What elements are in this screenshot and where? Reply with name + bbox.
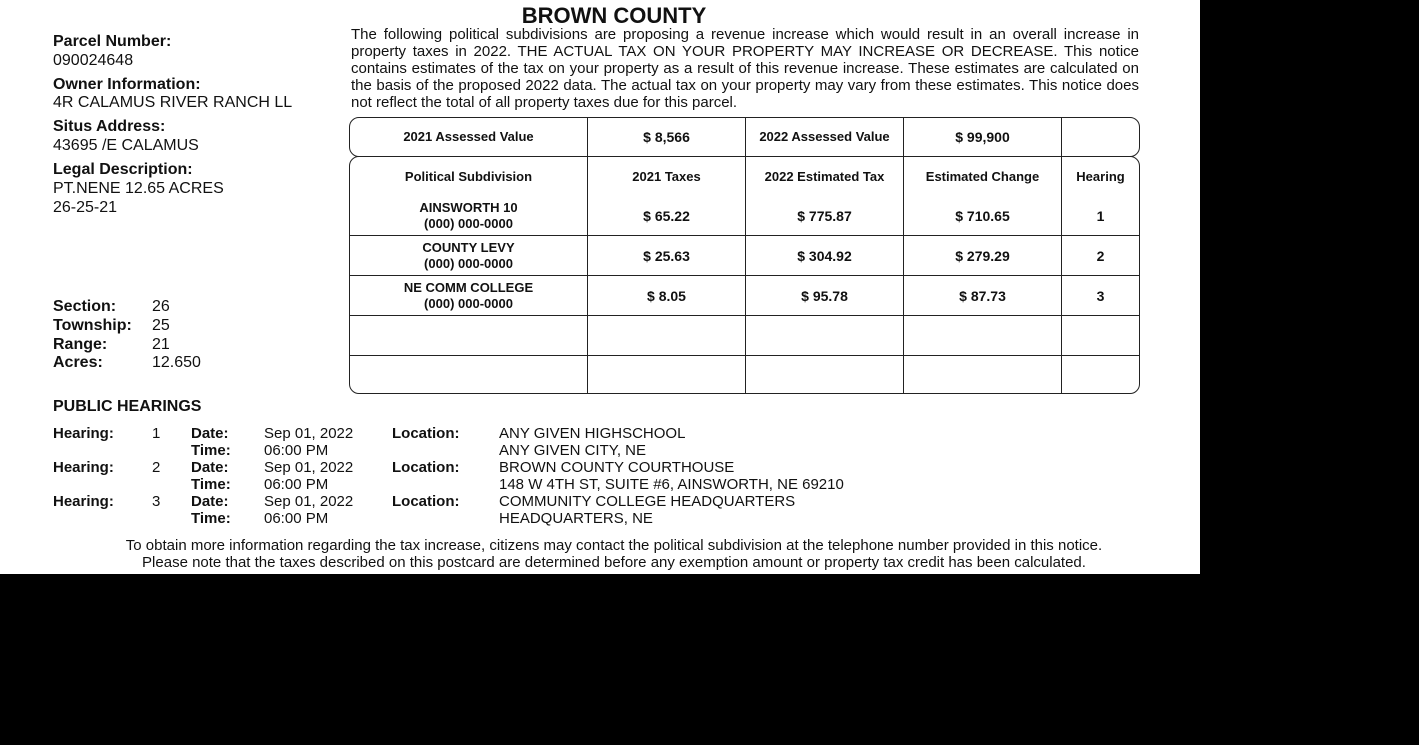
header-2022-estimated-tax: 2022 Estimated Tax: [745, 157, 903, 196]
date-label: Date:: [191, 493, 229, 510]
table-row: [350, 355, 1139, 394]
parcel-number-value: 090024648: [53, 52, 134, 69]
township-label: Township:: [53, 317, 132, 334]
taxes-2021-cell: [587, 316, 745, 355]
estimated-change-cell-text: $ 87.73: [959, 287, 1006, 304]
hearing-number-cell-text: 2: [1096, 247, 1105, 264]
estimated-2022-cell-text: $ 304.92: [797, 247, 852, 264]
section-label: Section:: [53, 298, 117, 315]
date-label: Date:: [191, 459, 229, 476]
county-title: BROWN COUNTY: [521, 3, 707, 28]
range-label: Range:: [53, 336, 108, 353]
public-hearings-heading: PUBLIC HEARINGS: [53, 398, 202, 415]
assessed-value-box: [349, 117, 1140, 157]
assessed-2021-value: $ 8,566: [643, 129, 690, 145]
section-value: 26: [152, 298, 170, 315]
subdivision-phone: (000) 000-0000: [424, 215, 513, 231]
hearing-number-cell: [1061, 196, 1139, 235]
situs-value: 43695 /E CALAMUS: [53, 137, 199, 154]
empty-cell: [350, 356, 587, 394]
estimated-change-cell: [903, 196, 1061, 235]
owner-label: Owner Information:: [53, 76, 201, 93]
estimated-2022-cell: [745, 196, 903, 235]
hearing-number: 2: [152, 459, 161, 476]
acres-value: 12.650: [152, 354, 201, 371]
legal-label: Legal Description:: [53, 161, 193, 178]
empty-cell: [350, 316, 587, 355]
location-label: Location:: [392, 493, 460, 510]
estimated-2022-cell: [745, 236, 903, 275]
location-line-2: 148 W 4TH ST, SUITE #6, AINSWORTH, NE 69210: [499, 476, 844, 493]
hearing-date: Sep 01, 2022: [264, 425, 354, 442]
footer-line-1: To obtain more information regarding the tax increase, citizens may contact the political subdivision at the telephone number provided in this notice.: [125, 537, 1103, 554]
estimated-2022-cell: [745, 316, 903, 355]
subdivision-name: COUNTY LEVY: [422, 239, 515, 255]
estimated-2022-cell-text: $ 95.78: [801, 287, 848, 304]
estimated-2022-cell: [745, 276, 903, 315]
range-value: 21: [152, 336, 170, 353]
hearing-number-cell: [1061, 236, 1139, 275]
assessed-2021-label: 2021 Assessed Value: [403, 129, 534, 144]
subdivision-cell: [350, 236, 587, 275]
hearing-number-cell: [1061, 356, 1139, 394]
header-estimated-change: Estimated Change: [903, 157, 1061, 196]
parcel-number-label: Parcel Number:: [53, 33, 172, 50]
taxes-2021-cell: [587, 276, 745, 315]
hearing-date: Sep 01, 2022: [264, 493, 354, 510]
location-line-1: ANY GIVEN HIGHSCHOOL: [499, 425, 686, 442]
location-line-1: BROWN COUNTY COURTHOUSE: [499, 459, 735, 476]
acres-label: Acres:: [53, 354, 103, 371]
taxes-2021-cell: [587, 196, 745, 235]
estimated-change-cell: [903, 236, 1061, 275]
header-hearing: Hearing: [1061, 157, 1139, 196]
table-row: [350, 196, 1139, 235]
taxes-2021-cell: [587, 356, 745, 394]
hearing-label: Hearing:: [53, 425, 114, 442]
subdivision-phone: (000) 000-0000: [424, 295, 513, 311]
date-label: Date:: [191, 425, 229, 442]
hearing-number-cell: [1061, 276, 1139, 315]
subdivision-cell: [350, 276, 587, 315]
time-label: Time:: [191, 442, 231, 459]
situs-label: Situs Address:: [53, 118, 166, 135]
table-row: [350, 235, 1139, 275]
hearing-label: Hearing:: [53, 459, 114, 476]
hearing-number-cell: [1061, 316, 1139, 355]
taxes-2021-cell: [587, 236, 745, 275]
time-label: Time:: [191, 510, 231, 527]
estimated-change-cell: [903, 276, 1061, 315]
hearing-date: Sep 01, 2022: [264, 459, 354, 476]
estimated-change-cell-text: $ 710.65: [955, 207, 1010, 224]
estimated-change-cell-text: $ 279.29: [955, 247, 1010, 264]
location-line-1: COMMUNITY COLLEGE HEADQUARTERS: [499, 493, 796, 510]
estimated-change-cell: [903, 356, 1061, 394]
intro-paragraph: The following political subdivisions are proposing a revenue increase which would result in an overall increase in property taxes in 2022. THE ACTUAL TAX ON YOUR PROPERTY MAY INCREASE OR DECREASE. This notice contains estimates of the tax on your property as a result of this revenue increase. These estimates are calculated on the basis of the proposed 2022 data. The actual tax on your property may vary from these estimates. This notice does not reflect the total of all property taxes due for this parcel.: [351, 26, 1139, 111]
taxes-2021-cell-text: $ 25.63: [643, 247, 690, 264]
subdivision-phone: (000) 000-0000: [424, 255, 513, 271]
hearing-number: 1: [152, 425, 161, 442]
hearing-number-cell-text: 3: [1096, 287, 1105, 304]
footer-line-2: Please note that the taxes described on this postcard are determined before any exemption amount or property tax credit has been calculated.: [142, 554, 1086, 571]
subdivision-name: NE COMM COLLEGE: [403, 279, 534, 295]
location-line-2: ANY GIVEN CITY, NE: [499, 442, 646, 459]
township-value: 25: [152, 317, 170, 334]
taxes-2021-cell-text: $ 8.05: [647, 287, 686, 304]
hearing-number: 3: [152, 493, 161, 510]
taxes-2021-cell-text: $ 65.22: [643, 207, 690, 224]
empty-cell: [1061, 118, 1139, 156]
header-political-subdivision: Political Subdivision: [404, 168, 533, 184]
estimated-2022-cell: [745, 356, 903, 394]
header-2021-taxes: 2021 Taxes: [587, 157, 745, 196]
hearing-label: Hearing:: [53, 493, 114, 510]
estimated-2022-cell-text: $ 775.87: [797, 207, 852, 224]
legal-line-2: 26-25-21: [53, 199, 118, 216]
table-row: [350, 315, 1139, 355]
legal-line-1: PT.NENE 12.65 ACRES: [53, 180, 224, 197]
table-row: [350, 275, 1139, 315]
time-label: Time:: [191, 476, 231, 493]
estimated-change-cell: [903, 316, 1061, 355]
hearing-time: 06:00 PM: [264, 442, 329, 459]
table-header-row: [350, 157, 1139, 196]
location-label: Location:: [392, 459, 460, 476]
hearing-time: 06:00 PM: [264, 476, 329, 493]
assessed-2022-label: 2022 Assessed Value: [745, 118, 903, 156]
subdivision-cell: [350, 196, 587, 235]
subdivision-name: AINSWORTH 10: [419, 199, 518, 215]
assessed-2022-value: $ 99,900: [955, 129, 1010, 145]
owner-value: 4R CALAMUS RIVER RANCH LL: [53, 94, 293, 111]
location-label: Location:: [392, 425, 460, 442]
hearing-number-cell-text: 1: [1096, 207, 1105, 224]
hearing-time: 06:00 PM: [264, 510, 329, 527]
tax-table: [349, 156, 1140, 394]
location-line-2: HEADQUARTERS, NE: [499, 510, 653, 527]
